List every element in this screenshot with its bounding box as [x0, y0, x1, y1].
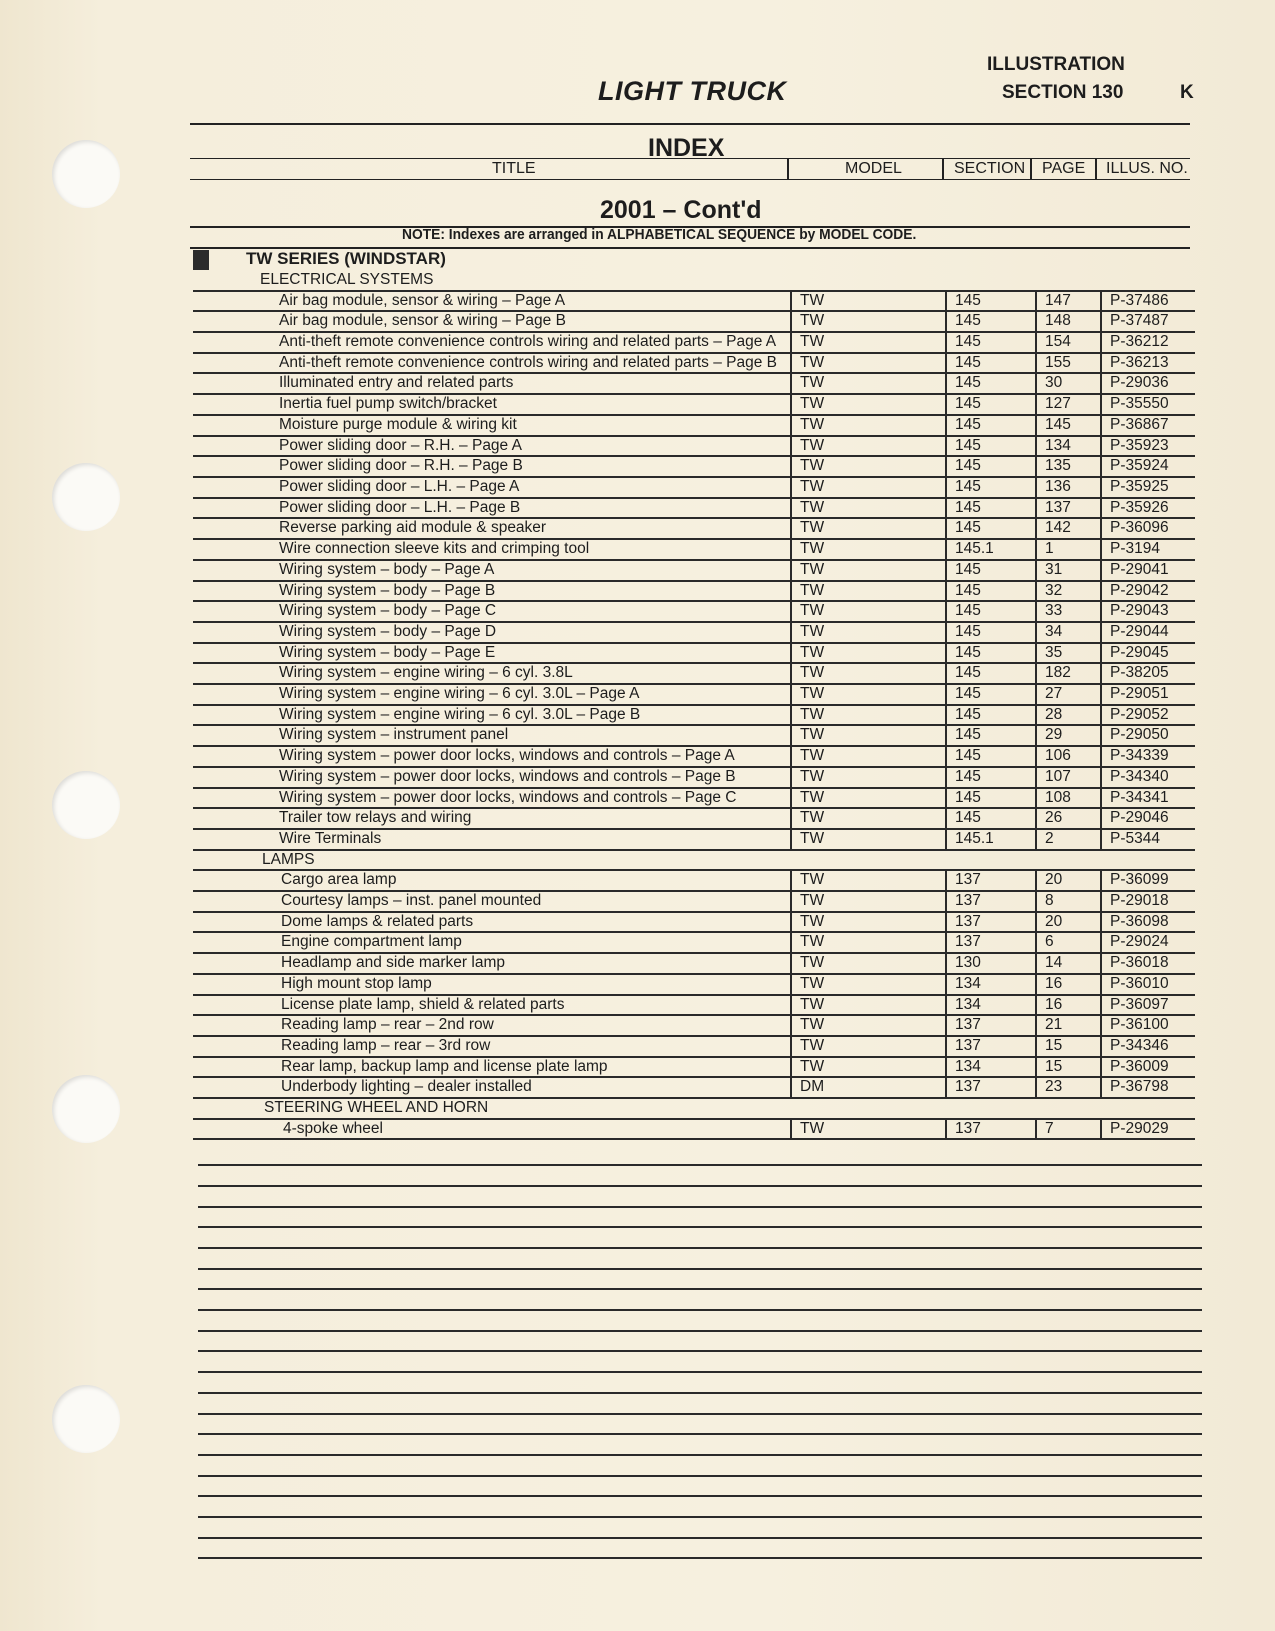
row-model: TW [800, 892, 825, 909]
row-illus-no: P-34346 [1110, 1037, 1169, 1054]
row-title: Power sliding door – L.H. – Page A [279, 478, 520, 495]
row-title: Power sliding door – L.H. – Page B [279, 499, 521, 516]
row-title: Wiring system – instrument panel [279, 726, 509, 743]
row-section: 145 [955, 644, 981, 661]
row-model: TW [800, 457, 825, 474]
row-model: TW [800, 954, 825, 971]
index-title: INDEX [648, 134, 725, 162]
row-model: TW [800, 540, 825, 557]
row-model: TW [800, 1058, 825, 1075]
row-title: Anti-theft remote convenience controls wiring and related parts – Page B [279, 354, 777, 371]
illustration-label: ILLUSTRATION [987, 54, 1125, 75]
row-page: 27 [1045, 685, 1063, 702]
row-model: TW [800, 913, 825, 930]
group-heading: ELECTRICAL SYSTEMS [260, 271, 434, 288]
row-illus-no: P-36212 [1110, 333, 1169, 350]
page-letter: K [1180, 82, 1194, 103]
row-model: DM [800, 1078, 825, 1095]
blank-rule [198, 1330, 1202, 1332]
row-page: 16 [1045, 975, 1063, 992]
table-row [0, 663, 1275, 683]
row-illus-no: P-36100 [1110, 1016, 1169, 1033]
row-section: 145 [955, 416, 981, 433]
row-title: Courtesy lamps – inst. panel mounted [281, 892, 542, 909]
row-model: TW [800, 685, 825, 702]
row-model: TW [800, 561, 825, 578]
table-row [0, 353, 1275, 373]
row-illus-no: P-38205 [1110, 664, 1169, 681]
row-section: 145 [955, 519, 981, 536]
row-title: Wiring system – body – Page E [279, 644, 496, 661]
blank-rule [198, 1557, 1202, 1559]
row-model: TW [800, 395, 825, 412]
row-page: 34 [1045, 623, 1063, 640]
row-model: TW [800, 1016, 825, 1033]
row-rule [193, 849, 1195, 851]
row-model: TW [800, 871, 825, 888]
row-section: 145 [955, 685, 981, 702]
row-section: 145 [955, 664, 981, 681]
row-model: TW [800, 664, 825, 681]
row-page: 29 [1045, 726, 1063, 743]
column-divider [790, 869, 792, 1097]
row-page: 28 [1045, 706, 1063, 723]
row-model: TW [800, 933, 825, 950]
table-row [0, 518, 1275, 538]
table-row [0, 1057, 1275, 1077]
row-page: 142 [1045, 519, 1071, 536]
blank-rule [198, 1185, 1202, 1187]
row-page: 127 [1045, 395, 1071, 412]
row-illus-no: P-29024 [1110, 933, 1169, 950]
row-page: 108 [1045, 789, 1071, 806]
row-title: Air bag module, sensor & wiring – Page A [279, 292, 566, 309]
column-divider [1100, 290, 1102, 849]
table-row [0, 829, 1275, 849]
row-title: Reading lamp – rear – 3rd row [281, 1037, 491, 1054]
row-illus-no: P-36099 [1110, 871, 1169, 888]
table-row [0, 581, 1275, 601]
row-section: 145 [955, 457, 981, 474]
row-model: TW [800, 1120, 825, 1137]
row-illus-no: P-35923 [1110, 437, 1169, 454]
row-section: 145 [955, 582, 981, 599]
row-section: 145 [955, 437, 981, 454]
row-section: 145 [955, 706, 981, 723]
row-section: 145.1 [955, 830, 994, 847]
column-divider [1100, 1118, 1102, 1139]
row-illus-no: P-29043 [1110, 602, 1169, 619]
row-illus-no: P-35925 [1110, 478, 1169, 495]
row-section: 145 [955, 354, 981, 371]
table-row [0, 725, 1275, 745]
row-title: Wiring system – engine wiring – 6 cyl. 3.0L – Page B [279, 706, 641, 723]
row-illus-no: P-36009 [1110, 1058, 1169, 1075]
row-page: 8 [1045, 892, 1054, 909]
row-illus-no: P-36867 [1110, 416, 1169, 433]
row-illus-no: P-29051 [1110, 685, 1169, 702]
blank-rule [198, 1413, 1202, 1415]
table-row [0, 1119, 1275, 1139]
row-model: TW [800, 809, 825, 826]
blank-rule [198, 1371, 1202, 1373]
row-section: 134 [955, 975, 981, 992]
row-title: Wiring system – body – Page C [279, 602, 497, 619]
table-row [0, 705, 1275, 725]
row-section: 145 [955, 768, 981, 785]
row-page: 16 [1045, 996, 1063, 1013]
row-illus-no: P-29036 [1110, 374, 1169, 391]
row-model: TW [800, 996, 825, 1013]
row-page: 137 [1045, 499, 1071, 516]
row-page: 1 [1045, 540, 1054, 557]
row-illus-no: P-37487 [1110, 312, 1169, 329]
table-row [0, 995, 1275, 1015]
blank-rule [198, 1206, 1202, 1208]
column-divider [945, 869, 947, 1097]
row-model: TW [800, 519, 825, 536]
row-section: 134 [955, 1058, 981, 1075]
row-illus-no: P-29044 [1110, 623, 1169, 640]
table-row [0, 643, 1275, 663]
row-page: 148 [1045, 312, 1071, 329]
row-section: 145 [955, 726, 981, 743]
row-model: TW [800, 374, 825, 391]
table-row [0, 291, 1275, 311]
row-page: 21 [1045, 1016, 1063, 1033]
row-section: 130 [955, 954, 981, 971]
row-model: TW [800, 747, 825, 764]
table-row [0, 788, 1275, 808]
row-section: 145 [955, 478, 981, 495]
row-model: TW [800, 1037, 825, 1054]
row-model: TW [800, 437, 825, 454]
blank-rule [198, 1247, 1202, 1249]
blank-rule [198, 1516, 1202, 1518]
blank-rule [198, 1495, 1202, 1497]
blank-rule [198, 1288, 1202, 1290]
row-section: 145 [955, 395, 981, 412]
column-divider [1100, 869, 1102, 1097]
row-page: 30 [1045, 374, 1063, 391]
row-section: 145 [955, 292, 981, 309]
row-illus-no: P-5344 [1110, 830, 1160, 847]
blank-rule [198, 1350, 1202, 1352]
row-illus-no: P-3194 [1110, 540, 1160, 557]
blank-rule [198, 1475, 1202, 1477]
row-illus-no: P-29029 [1110, 1120, 1169, 1137]
row-model: TW [800, 354, 825, 371]
row-illus-no: P-34339 [1110, 747, 1169, 764]
row-section: 137 [955, 1078, 981, 1095]
table-row [0, 684, 1275, 704]
table-row [0, 436, 1275, 456]
row-section: 137 [955, 1037, 981, 1054]
row-title: Inertia fuel pump switch/bracket [279, 395, 497, 412]
row-page: 7 [1045, 1120, 1054, 1137]
table-row [0, 560, 1275, 580]
row-model: TW [800, 602, 825, 619]
row-section: 137 [955, 892, 981, 909]
column-model: MODEL [845, 160, 902, 177]
row-model: TW [800, 623, 825, 640]
row-title: Wiring system – power door locks, windows and controls – Page B [279, 768, 736, 785]
table-row [0, 912, 1275, 932]
row-illus-no: P-29052 [1110, 706, 1169, 723]
blank-rule [198, 1309, 1202, 1311]
row-model: TW [800, 789, 825, 806]
row-title: Underbody lighting – dealer installed [281, 1078, 532, 1095]
row-illus-no: P-36213 [1110, 354, 1169, 371]
row-section: 145 [955, 499, 981, 516]
row-section: 145 [955, 809, 981, 826]
column-divider [790, 290, 792, 849]
blank-rule [198, 1392, 1202, 1394]
row-section: 137 [955, 1016, 981, 1033]
row-title: Headlamp and side marker lamp [281, 954, 505, 971]
table-row [0, 870, 1275, 890]
row-illus-no: P-34341 [1110, 789, 1169, 806]
table-row [0, 311, 1275, 331]
row-title: Wire connection sleeve kits and crimping tool [279, 540, 590, 557]
row-title: Power sliding door – R.H. – Page A [279, 437, 522, 454]
row-title: Trailer tow relays and wiring [279, 809, 472, 826]
row-title: Wire Terminals [279, 830, 382, 847]
table-row [0, 477, 1275, 497]
blank-rule [198, 1226, 1202, 1228]
row-page: 26 [1045, 809, 1063, 826]
row-model: TW [800, 333, 825, 350]
column-section: SECTION [954, 160, 1026, 177]
column-divider [1035, 290, 1037, 849]
table-row [0, 394, 1275, 414]
column-title: TITLE [492, 160, 536, 177]
row-illus-no: P-34340 [1110, 768, 1169, 785]
table-row [0, 498, 1275, 518]
row-page: 35 [1045, 644, 1063, 661]
row-model: TW [800, 726, 825, 743]
row-page: 23 [1045, 1078, 1063, 1095]
row-illus-no: P-35926 [1110, 499, 1169, 516]
row-model: TW [800, 582, 825, 599]
row-page: 20 [1045, 913, 1063, 930]
column-divider [790, 1118, 792, 1139]
row-illus-no: P-29050 [1110, 726, 1169, 743]
row-title: Wiring system – body – Page D [279, 623, 497, 640]
row-illus-no: P-36096 [1110, 519, 1169, 536]
year-heading: 2001 – Cont'd [600, 196, 762, 224]
row-section: 145 [955, 747, 981, 764]
row-title: Engine compartment lamp [281, 933, 462, 950]
row-page: 155 [1045, 354, 1071, 371]
table-row [0, 601, 1275, 621]
row-title: Wiring system – power door locks, windows and controls – Page C [279, 789, 737, 806]
row-model: TW [800, 416, 825, 433]
row-section: 145 [955, 312, 981, 329]
row-page: 32 [1045, 582, 1063, 599]
row-page: 135 [1045, 457, 1071, 474]
table-row [0, 456, 1275, 476]
table-row [0, 1015, 1275, 1035]
row-section: 145 [955, 333, 981, 350]
blank-rule [198, 1164, 1202, 1166]
row-section: 145 [955, 561, 981, 578]
row-page: 20 [1045, 871, 1063, 888]
series-heading: TW SERIES (WINDSTAR) [246, 249, 446, 268]
row-title: Rear lamp, backup lamp and license plate lamp [281, 1058, 608, 1075]
table-row [0, 622, 1275, 642]
row-title: Wiring system – engine wiring – 6 cyl. 3.0L – Page A [279, 685, 640, 702]
row-title: Reverse parking aid module & speaker [279, 519, 547, 536]
row-title: Moisture purge module & wiring kit [279, 416, 517, 433]
row-page: 31 [1045, 561, 1063, 578]
row-page: 182 [1045, 664, 1071, 681]
column-divider [945, 290, 947, 849]
row-page: 15 [1045, 1058, 1063, 1075]
row-page: 136 [1045, 478, 1071, 495]
row-section: 137 [955, 1120, 981, 1137]
row-page: 154 [1045, 333, 1071, 350]
row-page: 6 [1045, 933, 1054, 950]
row-title: Anti-theft remote convenience controls wiring and related parts – Page A [279, 333, 777, 350]
column-illus-no: ILLUS. NO. [1106, 160, 1188, 177]
row-illus-no: P-29046 [1110, 809, 1169, 826]
row-title: Wiring system – engine wiring – 6 cyl. 3.8L [279, 664, 573, 681]
row-title: License plate lamp, shield & related parts [281, 996, 565, 1013]
row-illus-no: P-36098 [1110, 913, 1169, 930]
table-row [0, 746, 1275, 766]
row-model: TW [800, 478, 825, 495]
row-section: 137 [955, 913, 981, 930]
row-model: TW [800, 975, 825, 992]
row-illus-no: P-35924 [1110, 457, 1169, 474]
row-page: 147 [1045, 292, 1071, 309]
table-row [0, 767, 1275, 787]
row-model: TW [800, 830, 825, 847]
row-section: 145 [955, 623, 981, 640]
row-rule [193, 1138, 1195, 1140]
column-divider [1035, 869, 1037, 1097]
row-model: TW [800, 292, 825, 309]
row-title: Cargo area lamp [281, 871, 397, 888]
column-page: PAGE [1042, 160, 1086, 177]
table-row [0, 932, 1275, 952]
row-page: 14 [1045, 954, 1063, 971]
row-model: TW [800, 644, 825, 661]
sequence-note: NOTE: Indexes are arranged in ALPHABETICAL SEQUENCE by MODEL CODE. [402, 226, 917, 243]
row-illus-no: P-36097 [1110, 996, 1169, 1013]
row-illus-no: P-29045 [1110, 644, 1169, 661]
table-row [0, 974, 1275, 994]
row-title: Air bag module, sensor & wiring – Page B [279, 312, 566, 329]
column-divider [1035, 1118, 1037, 1139]
row-page: 107 [1045, 768, 1071, 785]
table-row [0, 891, 1275, 911]
row-title: 4-spoke wheel [283, 1120, 383, 1137]
page-title: LIGHT TRUCK [598, 76, 787, 106]
blank-rule [198, 1454, 1202, 1456]
blank-rule [198, 1537, 1202, 1539]
table-row [0, 808, 1275, 828]
row-title: Power sliding door – R.H. – Page B [279, 457, 523, 474]
row-model: TW [800, 499, 825, 516]
row-page: 33 [1045, 602, 1063, 619]
row-page: 145 [1045, 416, 1071, 433]
row-title: Wiring system – power door locks, windows and controls – Page A [279, 747, 735, 764]
row-title: Wiring system – body – Page A [279, 561, 495, 578]
table-row [0, 415, 1275, 435]
row-illus-no: P-29041 [1110, 561, 1169, 578]
group-heading: LAMPS [262, 850, 315, 868]
row-illus-no: P-36798 [1110, 1078, 1169, 1095]
group-heading: STEERING WHEEL AND HORN [264, 1099, 489, 1116]
row-model: TW [800, 706, 825, 723]
row-section: 145 [955, 602, 981, 619]
section-label: SECTION 130 [1002, 82, 1124, 103]
blank-rule [198, 1433, 1202, 1435]
table-row [0, 953, 1275, 973]
row-illus-no: P-29042 [1110, 582, 1169, 599]
row-page: 15 [1045, 1037, 1063, 1054]
row-page: 106 [1045, 747, 1071, 764]
row-illus-no: P-35550 [1110, 395, 1169, 412]
table-row [0, 1036, 1275, 1056]
row-section: 134 [955, 996, 981, 1013]
blank-rule [198, 1268, 1202, 1270]
table-row [0, 539, 1275, 559]
row-illus-no: P-37486 [1110, 292, 1169, 309]
row-title: Wiring system – body – Page B [279, 582, 496, 599]
row-illus-no: P-36010 [1110, 975, 1169, 992]
row-page: 134 [1045, 437, 1071, 454]
row-title: Illuminated entry and related parts [279, 374, 514, 391]
table-row [0, 332, 1275, 352]
row-section: 145.1 [955, 540, 994, 557]
row-section: 145 [955, 374, 981, 391]
row-model: TW [800, 768, 825, 785]
column-divider [945, 1118, 947, 1139]
row-title: Dome lamps & related parts [281, 913, 474, 930]
row-illus-no: P-29018 [1110, 892, 1169, 909]
table-row [0, 373, 1275, 393]
row-model: TW [800, 312, 825, 329]
row-section: 145 [955, 789, 981, 806]
row-section: 137 [955, 871, 981, 888]
table-row [0, 1077, 1275, 1097]
row-title: Reading lamp – rear – 2nd row [281, 1016, 494, 1033]
row-illus-no: P-36018 [1110, 954, 1169, 971]
row-section: 137 [955, 933, 981, 950]
row-title: High mount stop lamp [281, 975, 432, 992]
row-page: 2 [1045, 830, 1054, 847]
